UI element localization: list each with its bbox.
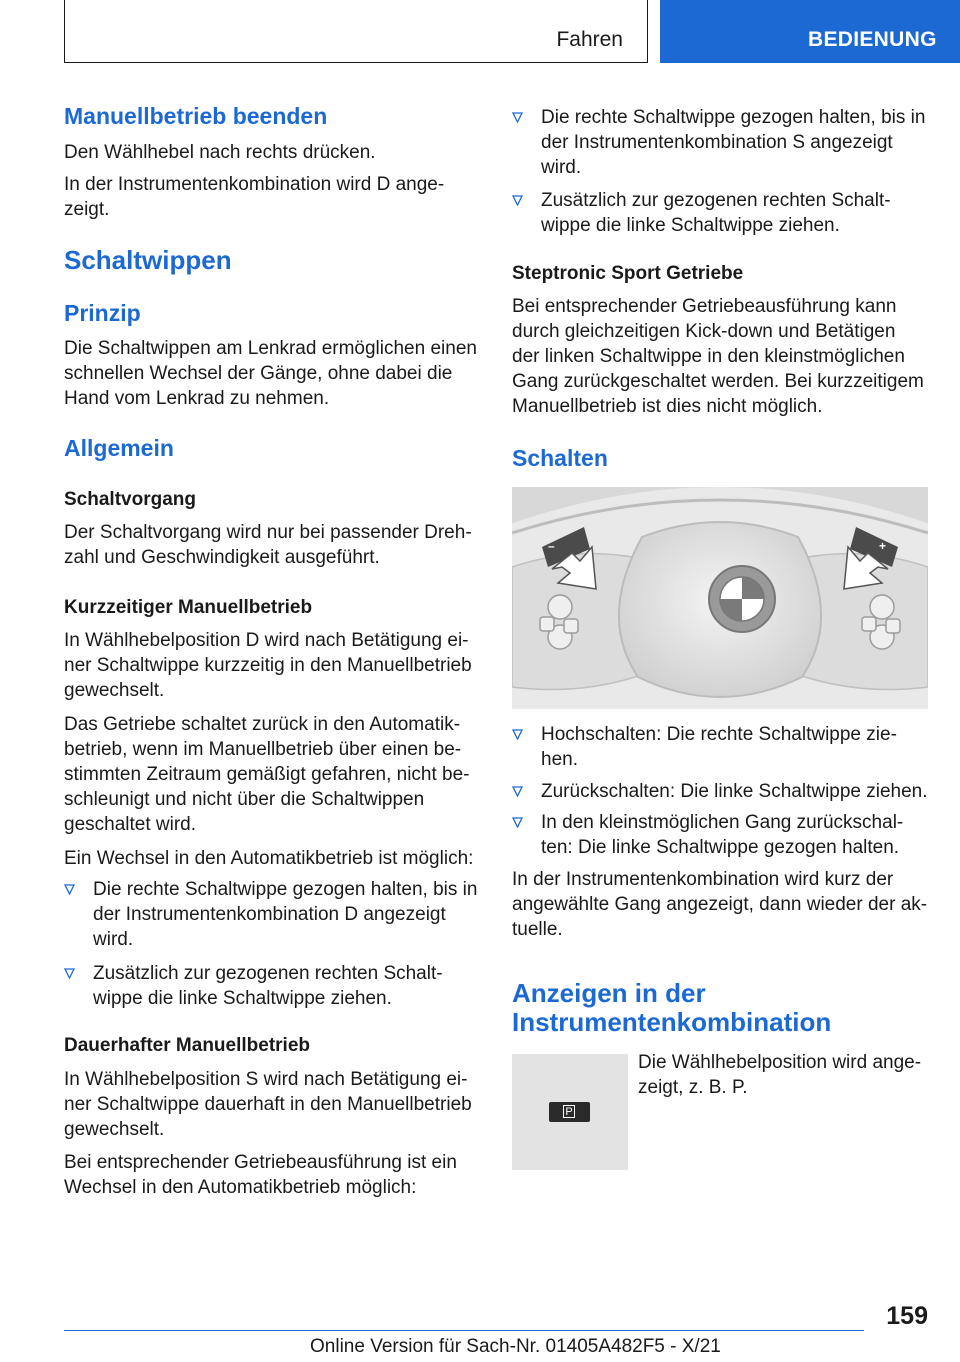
paragraph: Den Wählhebel nach rechts drücken. [64,142,376,163]
paragraph: Bei entsprechender Getriebeausführung ist ein Wechsel in den Automatikbetrieb möglich: [64,1152,457,1198]
paragraph: Bei entsprechender Getriebeausführung kann durch gleichzeitigen Kick-down und Betätigen der linken Schaltwippe in den kleinstmöglichen Gang zurückgeschaltet werden. Bei kurzzeitigem Manuellbetrieb ist dies nicht möglich. [512,296,924,417]
triangle-bullet-icon [512,195,523,206]
paragraph: Das Getriebe schaltet zurück in den Automatik- betrieb, wenn im Manuellbetrieb über einen be- stimmten Zeitraum gemäßigt gefahren, nicht be- schleunigt und nicht über die Schaltwippen geschaltet wird. [64,714,470,835]
heading-anzeigen: Anzeigen in der Instrumentenkombination [512,978,832,1037]
minus-label: – [548,539,555,553]
instrument-cluster-image [512,1054,628,1170]
list-item: Zusätzlich zur gezogenen rechten Schalt- wippe die linke Schaltwippe ziehen. [64,961,482,1011]
gear-indicator-label: P [563,1105,575,1118]
heading-schaltwippen: Schaltwippen [64,245,232,275]
plus-label: + [879,539,887,553]
header-section-title: Fahren [556,28,623,51]
gear-indicator [549,1102,590,1122]
paragraph: In Wählhebelposition D wird nach Betätigung ei- ner Schaltwippe kurzzeitig in den Manuellbetrieb gewechselt. [64,630,472,701]
paragraph: In der Instrumentenkombination wird kurz der angewählte Gang angezeigt, dann wieder der ak- tuelle. [512,869,928,940]
paragraph: Ein Wechsel in den Automatikbetrieb ist möglich: [64,848,474,869]
steering-wheel-image [512,487,928,709]
header-frame [64,0,648,63]
list-item: In den kleinstmöglichen Gang zurückschal- ten: Die linke Schaltwippe gezogen halten. [512,810,930,860]
heading-dauerhaft: Dauerhafter Manuellbetrieb [64,1035,310,1056]
heading-allgemein: Allgemein [64,435,174,461]
paragraph: Die Schaltwippen am Lenkrad ermöglichen einen schnellen Wechsel der Gänge, ohne dabei die Hand vom Lenkrad zu nehmen. [64,338,477,409]
list-item: Zurückschalten: Die linke Schaltwippe ziehen. [512,779,930,804]
paragraph: In der Instrumentenkombination wird D ange- zeigt. [64,174,445,220]
paragraph: Die Wählhebelposition wird ange- zeigt, z. B. P. [638,1052,922,1098]
page-number: 159 [886,1302,928,1330]
triangle-bullet-icon [64,968,75,979]
footer-online-version: Online Version für Sach-Nr. 01405A482F5 - X/21 [310,1336,721,1357]
header-chapter-tab: BEDIENUNG [660,0,960,63]
triangle-bullet-icon [512,786,523,797]
list-item: Die rechte Schaltwippe gezogen halten, bis in der Instrumentenkombination D angezeigt wird. [64,877,482,952]
list-item: Zusätzlich zur gezogenen rechten Schalt- wippe die linke Schaltwippe ziehen. [512,188,930,238]
footer-divider [64,1330,864,1331]
triangle-bullet-icon [512,112,523,123]
heading-prinzip: Prinzip [64,300,141,326]
triangle-bullet-icon [512,817,523,828]
heading-schalten: Schalten [512,445,608,471]
heading-manual-end: Manuellbetrieb beenden [64,103,328,129]
heading-kurzzeitig: Kurzzeitiger Manuellbetrieb [64,597,313,618]
list-item: Die rechte Schaltwippe gezogen halten, bis in der Instrumentenkombination S angezeigt wird. [512,105,930,180]
paragraph: Der Schaltvorgang wird nur bei passender Dreh- zahl und Geschwindigkeit ausgeführt. [64,522,472,568]
triangle-bullet-icon [512,729,523,740]
heading-steptronic: Steptronic Sport Getriebe [512,263,744,284]
list-item: Hochschalten: Die rechte Schaltwippe zie- hen. [512,722,930,772]
heading-schaltvorgang: Schaltvorgang [64,489,196,510]
triangle-bullet-icon [64,884,75,895]
paragraph: In Wählhebelposition S wird nach Betätigung ei- ner Schaltwippe dauerhaft in den Manuellbetrieb gewechselt. [64,1069,472,1140]
